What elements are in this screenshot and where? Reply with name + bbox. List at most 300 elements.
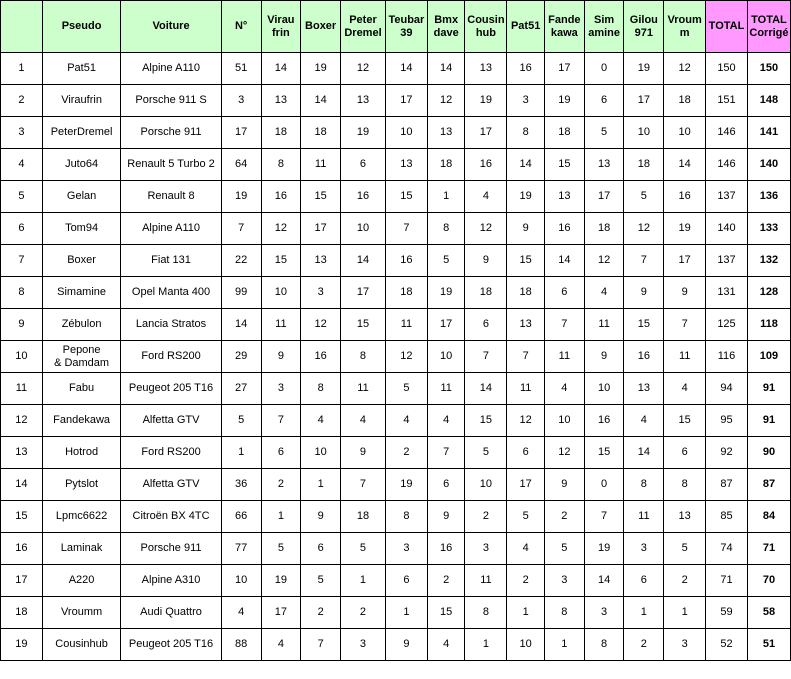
fandekawa-score: 11	[544, 341, 584, 373]
cousinhub-score: 1	[465, 629, 507, 661]
boxer-score: 15	[301, 181, 341, 213]
simamine-score: 7	[584, 501, 624, 533]
cousinhub-score: 2	[465, 501, 507, 533]
gilou971-score: 8	[624, 469, 664, 501]
teubar39-score: 10	[385, 117, 427, 149]
viraufrin-score: 8	[261, 149, 301, 181]
pat51-score: 8	[507, 117, 545, 149]
boxer-score: 17	[301, 213, 341, 245]
total-corrige-cell: 91	[747, 405, 790, 437]
pseudo-cell: Hotrod	[42, 437, 120, 469]
total-corrige-cell: 109	[747, 341, 790, 373]
voiture-cell: Renault 5 Turbo 2	[121, 149, 221, 181]
pat51-score: 19	[507, 181, 545, 213]
rank-cell: 8	[1, 277, 43, 309]
viraufrin-score: 14	[261, 53, 301, 85]
peterdremel-score: 4	[341, 405, 386, 437]
cousinhub-score: 16	[465, 149, 507, 181]
vroumm-score: 8	[664, 469, 706, 501]
fandekawa-header: Fande kawa	[544, 1, 584, 53]
pat51-score: 7	[507, 341, 545, 373]
total-cell: 137	[706, 245, 748, 277]
fandekawa-score: 10	[544, 405, 584, 437]
cousinhub-score: 19	[465, 85, 507, 117]
bmxdave-score: 14	[427, 53, 465, 85]
pat51-score: 9	[507, 213, 545, 245]
vroumm-score: 7	[664, 309, 706, 341]
viraufrin-score: 12	[261, 213, 301, 245]
number-cell: 66	[221, 501, 261, 533]
voiture-header: Voiture	[121, 1, 221, 53]
gilou971-score: 18	[624, 149, 664, 181]
fandekawa-score: 17	[544, 53, 584, 85]
viraufrin-score: 9	[261, 341, 301, 373]
number-cell: 17	[221, 117, 261, 149]
teubar39-score: 13	[385, 149, 427, 181]
peterdremel-score: 12	[341, 53, 386, 85]
bmxdave-score: 11	[427, 373, 465, 405]
simamine-score: 3	[584, 597, 624, 629]
cousinhub-score: 7	[465, 341, 507, 373]
table-row	[1, 341, 791, 373]
voiture-cell: Alpine A110	[121, 213, 221, 245]
vroumm-score: 3	[664, 629, 706, 661]
simamine-score: 6	[584, 85, 624, 117]
total-corrige-cell: 132	[747, 245, 790, 277]
simamine-score: 9	[584, 341, 624, 373]
number-cell: 27	[221, 373, 261, 405]
bmxdave-score: 10	[427, 341, 465, 373]
rank-cell: 13	[1, 437, 43, 469]
cousinhub-score: 11	[465, 565, 507, 597]
bmxdave-score: 1	[427, 181, 465, 213]
bmxdave-score: 13	[427, 117, 465, 149]
pat51-score: 5	[507, 501, 545, 533]
total-corrige-cell: 141	[747, 117, 790, 149]
voiture-cell: Ford RS200	[121, 437, 221, 469]
peterdremel-score: 9	[341, 437, 386, 469]
pat51-score: 16	[507, 53, 545, 85]
fandekawa-score: 9	[544, 469, 584, 501]
gilou971-score: 1	[624, 597, 664, 629]
bmxdave-score: 6	[427, 469, 465, 501]
simamine-score: 18	[584, 213, 624, 245]
boxer-header: Boxer	[301, 1, 341, 53]
viraufrin-score: 13	[261, 85, 301, 117]
voiture-cell: Peugeot 205 T16	[121, 373, 221, 405]
peterdremel-score: 7	[341, 469, 386, 501]
gilou971-score: 11	[624, 501, 664, 533]
boxer-score: 13	[301, 245, 341, 277]
boxer-score: 5	[301, 565, 341, 597]
rank-cell: 18	[1, 597, 43, 629]
rank-header	[1, 1, 43, 53]
fandekawa-score: 2	[544, 501, 584, 533]
simamine-score: 8	[584, 629, 624, 661]
teubar39-score: 5	[385, 373, 427, 405]
number-cell: 1	[221, 437, 261, 469]
total-corrige-cell: 90	[747, 437, 790, 469]
bmxdave-score: 19	[427, 277, 465, 309]
table-row	[1, 309, 791, 341]
teubar39-score: 17	[385, 85, 427, 117]
pseudo-cell: A220	[42, 565, 120, 597]
pseudo-cell: Juto64	[42, 149, 120, 181]
total-corrige-cell: 133	[747, 213, 790, 245]
bmxdave-score: 4	[427, 629, 465, 661]
rank-cell: 6	[1, 213, 43, 245]
number-cell: 19	[221, 181, 261, 213]
number-cell: 99	[221, 277, 261, 309]
teubar39-score: 8	[385, 501, 427, 533]
peterdremel-header: Peter Dremel	[341, 1, 386, 53]
boxer-score: 8	[301, 373, 341, 405]
simamine-score: 14	[584, 565, 624, 597]
boxer-score: 11	[301, 149, 341, 181]
rank-cell: 9	[1, 309, 43, 341]
bmxdave-score: 2	[427, 565, 465, 597]
pseudo-cell: Pytslot	[42, 469, 120, 501]
viraufrin-score: 18	[261, 117, 301, 149]
pseudo-cell: Viraufrin	[42, 85, 120, 117]
voiture-cell: Opel Manta 400	[121, 277, 221, 309]
total-cell: 92	[706, 437, 748, 469]
voiture-cell: Porsche 911	[121, 117, 221, 149]
rank-cell: 2	[1, 85, 43, 117]
vroumm-score: 11	[664, 341, 706, 373]
simamine-score: 0	[584, 469, 624, 501]
cousinhub-score: 13	[465, 53, 507, 85]
vroumm-score: 18	[664, 85, 706, 117]
voiture-cell: Peugeot 205 T16	[121, 629, 221, 661]
total-corrige-cell: 128	[747, 277, 790, 309]
table-row	[1, 533, 791, 565]
pat51-score: 3	[507, 85, 545, 117]
bmxdave-score: 16	[427, 533, 465, 565]
cousinhub-score: 8	[465, 597, 507, 629]
number-cell: 22	[221, 245, 261, 277]
viraufrin-score: 5	[261, 533, 301, 565]
number-cell: 36	[221, 469, 261, 501]
peterdremel-score: 8	[341, 341, 386, 373]
number-cell: 64	[221, 149, 261, 181]
fandekawa-score: 15	[544, 149, 584, 181]
total-cell: 87	[706, 469, 748, 501]
fandekawa-score: 1	[544, 629, 584, 661]
vroumm-score: 6	[664, 437, 706, 469]
number-cell: 5	[221, 405, 261, 437]
viraufrin-header: Virau frin	[261, 1, 301, 53]
total-cell: 94	[706, 373, 748, 405]
vroumm-score: 16	[664, 181, 706, 213]
table-row	[1, 565, 791, 597]
teubar39-score: 2	[385, 437, 427, 469]
voiture-cell: Renault 8	[121, 181, 221, 213]
pat51-score: 10	[507, 629, 545, 661]
cousinhub-score: 15	[465, 405, 507, 437]
cousinhub-score: 3	[465, 533, 507, 565]
total-corrige-cell: 140	[747, 149, 790, 181]
number-cell: 29	[221, 341, 261, 373]
cousinhub-score: 12	[465, 213, 507, 245]
boxer-score: 4	[301, 405, 341, 437]
bmxdave-header: Bmx dave	[427, 1, 465, 53]
rank-cell: 5	[1, 181, 43, 213]
total-corrige-cell: 150	[747, 53, 790, 85]
simamine-score: 0	[584, 53, 624, 85]
pseudo-cell: Pepone & Damdam	[42, 341, 120, 373]
total-cell: 116	[706, 341, 748, 373]
boxer-score: 19	[301, 53, 341, 85]
boxer-score: 9	[301, 501, 341, 533]
pat51-score: 15	[507, 245, 545, 277]
rank-cell: 12	[1, 405, 43, 437]
pseudo-cell: Zébulon	[42, 309, 120, 341]
bmxdave-score: 17	[427, 309, 465, 341]
pat51-header: Pat51	[507, 1, 545, 53]
voiture-cell: Porsche 911	[121, 533, 221, 565]
cousinhub-score: 4	[465, 181, 507, 213]
rank-cell: 11	[1, 373, 43, 405]
bmxdave-score: 7	[427, 437, 465, 469]
rank-cell: 7	[1, 245, 43, 277]
total-cell: 71	[706, 565, 748, 597]
total-cell: 95	[706, 405, 748, 437]
number-cell: 4	[221, 597, 261, 629]
total-cell: 146	[706, 117, 748, 149]
fandekawa-score: 18	[544, 117, 584, 149]
table-row	[1, 277, 791, 309]
boxer-score: 18	[301, 117, 341, 149]
fandekawa-score: 5	[544, 533, 584, 565]
gilou971-score: 2	[624, 629, 664, 661]
pseudo-cell: Boxer	[42, 245, 120, 277]
vroumm-score: 12	[664, 53, 706, 85]
pseudo-cell: Laminak	[42, 533, 120, 565]
table-row	[1, 469, 791, 501]
gilou971-header: Gilou 971	[624, 1, 664, 53]
fandekawa-score: 8	[544, 597, 584, 629]
viraufrin-score: 4	[261, 629, 301, 661]
number-cell: 88	[221, 629, 261, 661]
table-row	[1, 213, 791, 245]
rank-cell: 15	[1, 501, 43, 533]
voiture-cell: Alfetta GTV	[121, 469, 221, 501]
fandekawa-score: 4	[544, 373, 584, 405]
table-row	[1, 181, 791, 213]
vroumm-score: 1	[664, 597, 706, 629]
total-corrige-cell: 51	[747, 629, 790, 661]
peterdremel-score: 18	[341, 501, 386, 533]
simamine-score: 16	[584, 405, 624, 437]
gilou971-score: 9	[624, 277, 664, 309]
gilou971-score: 4	[624, 405, 664, 437]
bmxdave-score: 5	[427, 245, 465, 277]
boxer-score: 1	[301, 469, 341, 501]
vroumm-score: 19	[664, 213, 706, 245]
number-cell: 51	[221, 53, 261, 85]
vroumm-score: 17	[664, 245, 706, 277]
number-cell: 77	[221, 533, 261, 565]
gilou971-score: 16	[624, 341, 664, 373]
simamine-score: 17	[584, 181, 624, 213]
peterdremel-score: 10	[341, 213, 386, 245]
cousinhub-score: 6	[465, 309, 507, 341]
vroumm-score: 14	[664, 149, 706, 181]
pseudo-cell: Simamine	[42, 277, 120, 309]
vroumm-score: 9	[664, 277, 706, 309]
pat51-score: 13	[507, 309, 545, 341]
total-cell: 125	[706, 309, 748, 341]
peterdremel-score: 11	[341, 373, 386, 405]
fandekawa-score: 3	[544, 565, 584, 597]
pat51-score: 14	[507, 149, 545, 181]
teubar39-score: 3	[385, 533, 427, 565]
pat51-score: 17	[507, 469, 545, 501]
pseudo-cell: Fandekawa	[42, 405, 120, 437]
teubar39-score: 15	[385, 181, 427, 213]
viraufrin-score: 10	[261, 277, 301, 309]
gilou971-score: 6	[624, 565, 664, 597]
total-corrige-cell: 136	[747, 181, 790, 213]
total-corrige-cell: 91	[747, 373, 790, 405]
total-corrige-cell: 70	[747, 565, 790, 597]
viraufrin-score: 19	[261, 565, 301, 597]
rank-cell: 10	[1, 341, 43, 373]
fandekawa-score: 13	[544, 181, 584, 213]
rank-cell: 1	[1, 53, 43, 85]
table-header	[1, 1, 791, 53]
header-row	[1, 1, 791, 53]
viraufrin-score: 1	[261, 501, 301, 533]
cousinhub-score: 10	[465, 469, 507, 501]
pseudo-cell: Cousinhub	[42, 629, 120, 661]
total-corrige-cell: 71	[747, 533, 790, 565]
gilou971-score: 14	[624, 437, 664, 469]
bmxdave-score: 4	[427, 405, 465, 437]
voiture-cell: Alfetta GTV	[121, 405, 221, 437]
gilou971-score: 17	[624, 85, 664, 117]
peterdremel-score: 6	[341, 149, 386, 181]
boxer-score: 6	[301, 533, 341, 565]
pseudo-cell: Lpmc6622	[42, 501, 120, 533]
table-body	[1, 53, 791, 661]
pat51-score: 11	[507, 373, 545, 405]
gilou971-score: 10	[624, 117, 664, 149]
viraufrin-score: 11	[261, 309, 301, 341]
peterdremel-score: 3	[341, 629, 386, 661]
peterdremel-score: 5	[341, 533, 386, 565]
peterdremel-score: 2	[341, 597, 386, 629]
total-cell: 52	[706, 629, 748, 661]
teubar39-score: 16	[385, 245, 427, 277]
table-row	[1, 437, 791, 469]
gilou971-score: 5	[624, 181, 664, 213]
total-cell: 74	[706, 533, 748, 565]
total-cell: 131	[706, 277, 748, 309]
simamine-score: 12	[584, 245, 624, 277]
peterdremel-score: 14	[341, 245, 386, 277]
vroumm-score: 2	[664, 565, 706, 597]
voiture-cell: Porsche 911 S	[121, 85, 221, 117]
rank-cell: 17	[1, 565, 43, 597]
rank-cell: 14	[1, 469, 43, 501]
teubar39-score: 18	[385, 277, 427, 309]
teubar39-header: Teubar 39	[385, 1, 427, 53]
number-cell: 10	[221, 565, 261, 597]
boxer-score: 7	[301, 629, 341, 661]
pat51-score: 18	[507, 277, 545, 309]
pseudo-cell: Pat51	[42, 53, 120, 85]
peterdremel-score: 16	[341, 181, 386, 213]
gilou971-score: 13	[624, 373, 664, 405]
total-cell: 151	[706, 85, 748, 117]
vroumm-score: 4	[664, 373, 706, 405]
total-cell: 150	[706, 53, 748, 85]
vroumm-score: 13	[664, 501, 706, 533]
vroumm-score: 10	[664, 117, 706, 149]
simamine-score: 13	[584, 149, 624, 181]
table-row	[1, 405, 791, 437]
simamine-score: 5	[584, 117, 624, 149]
fandekawa-score: 7	[544, 309, 584, 341]
gilou971-score: 7	[624, 245, 664, 277]
simamine-score: 10	[584, 373, 624, 405]
total-cell: 85	[706, 501, 748, 533]
pat51-score: 12	[507, 405, 545, 437]
table-row	[1, 597, 791, 629]
viraufrin-score: 2	[261, 469, 301, 501]
teubar39-score: 4	[385, 405, 427, 437]
voiture-cell: Audi Quattro	[121, 597, 221, 629]
number-cell: 7	[221, 213, 261, 245]
pseudo-cell: Tom94	[42, 213, 120, 245]
total-corrige-cell: 58	[747, 597, 790, 629]
cousinhub-header: Cousin hub	[465, 1, 507, 53]
viraufrin-score: 15	[261, 245, 301, 277]
total-corrige-cell: 87	[747, 469, 790, 501]
cousinhub-score: 14	[465, 373, 507, 405]
bmxdave-score: 8	[427, 213, 465, 245]
bmxdave-score: 9	[427, 501, 465, 533]
fandekawa-score: 16	[544, 213, 584, 245]
peterdremel-score: 15	[341, 309, 386, 341]
simamine-header: Sim amine	[584, 1, 624, 53]
fandekawa-score: 6	[544, 277, 584, 309]
pat51-score: 6	[507, 437, 545, 469]
teubar39-score: 12	[385, 341, 427, 373]
table-row	[1, 85, 791, 117]
fandekawa-score: 12	[544, 437, 584, 469]
pat51-score: 2	[507, 565, 545, 597]
total-corrige-cell: 84	[747, 501, 790, 533]
total-cell: 137	[706, 181, 748, 213]
simamine-score: 15	[584, 437, 624, 469]
total-corrige-cell: 118	[747, 309, 790, 341]
vroumm-score: 5	[664, 533, 706, 565]
voiture-cell: Ford RS200	[121, 341, 221, 373]
rank-cell: 19	[1, 629, 43, 661]
cousinhub-score: 5	[465, 437, 507, 469]
pat51-score: 1	[507, 597, 545, 629]
total-cell: 59	[706, 597, 748, 629]
pseudo-cell: PeterDremel	[42, 117, 120, 149]
viraufrin-score: 16	[261, 181, 301, 213]
pseudo-header: Pseudo	[42, 1, 120, 53]
teubar39-score: 19	[385, 469, 427, 501]
table-row	[1, 53, 791, 85]
fandekawa-score: 14	[544, 245, 584, 277]
